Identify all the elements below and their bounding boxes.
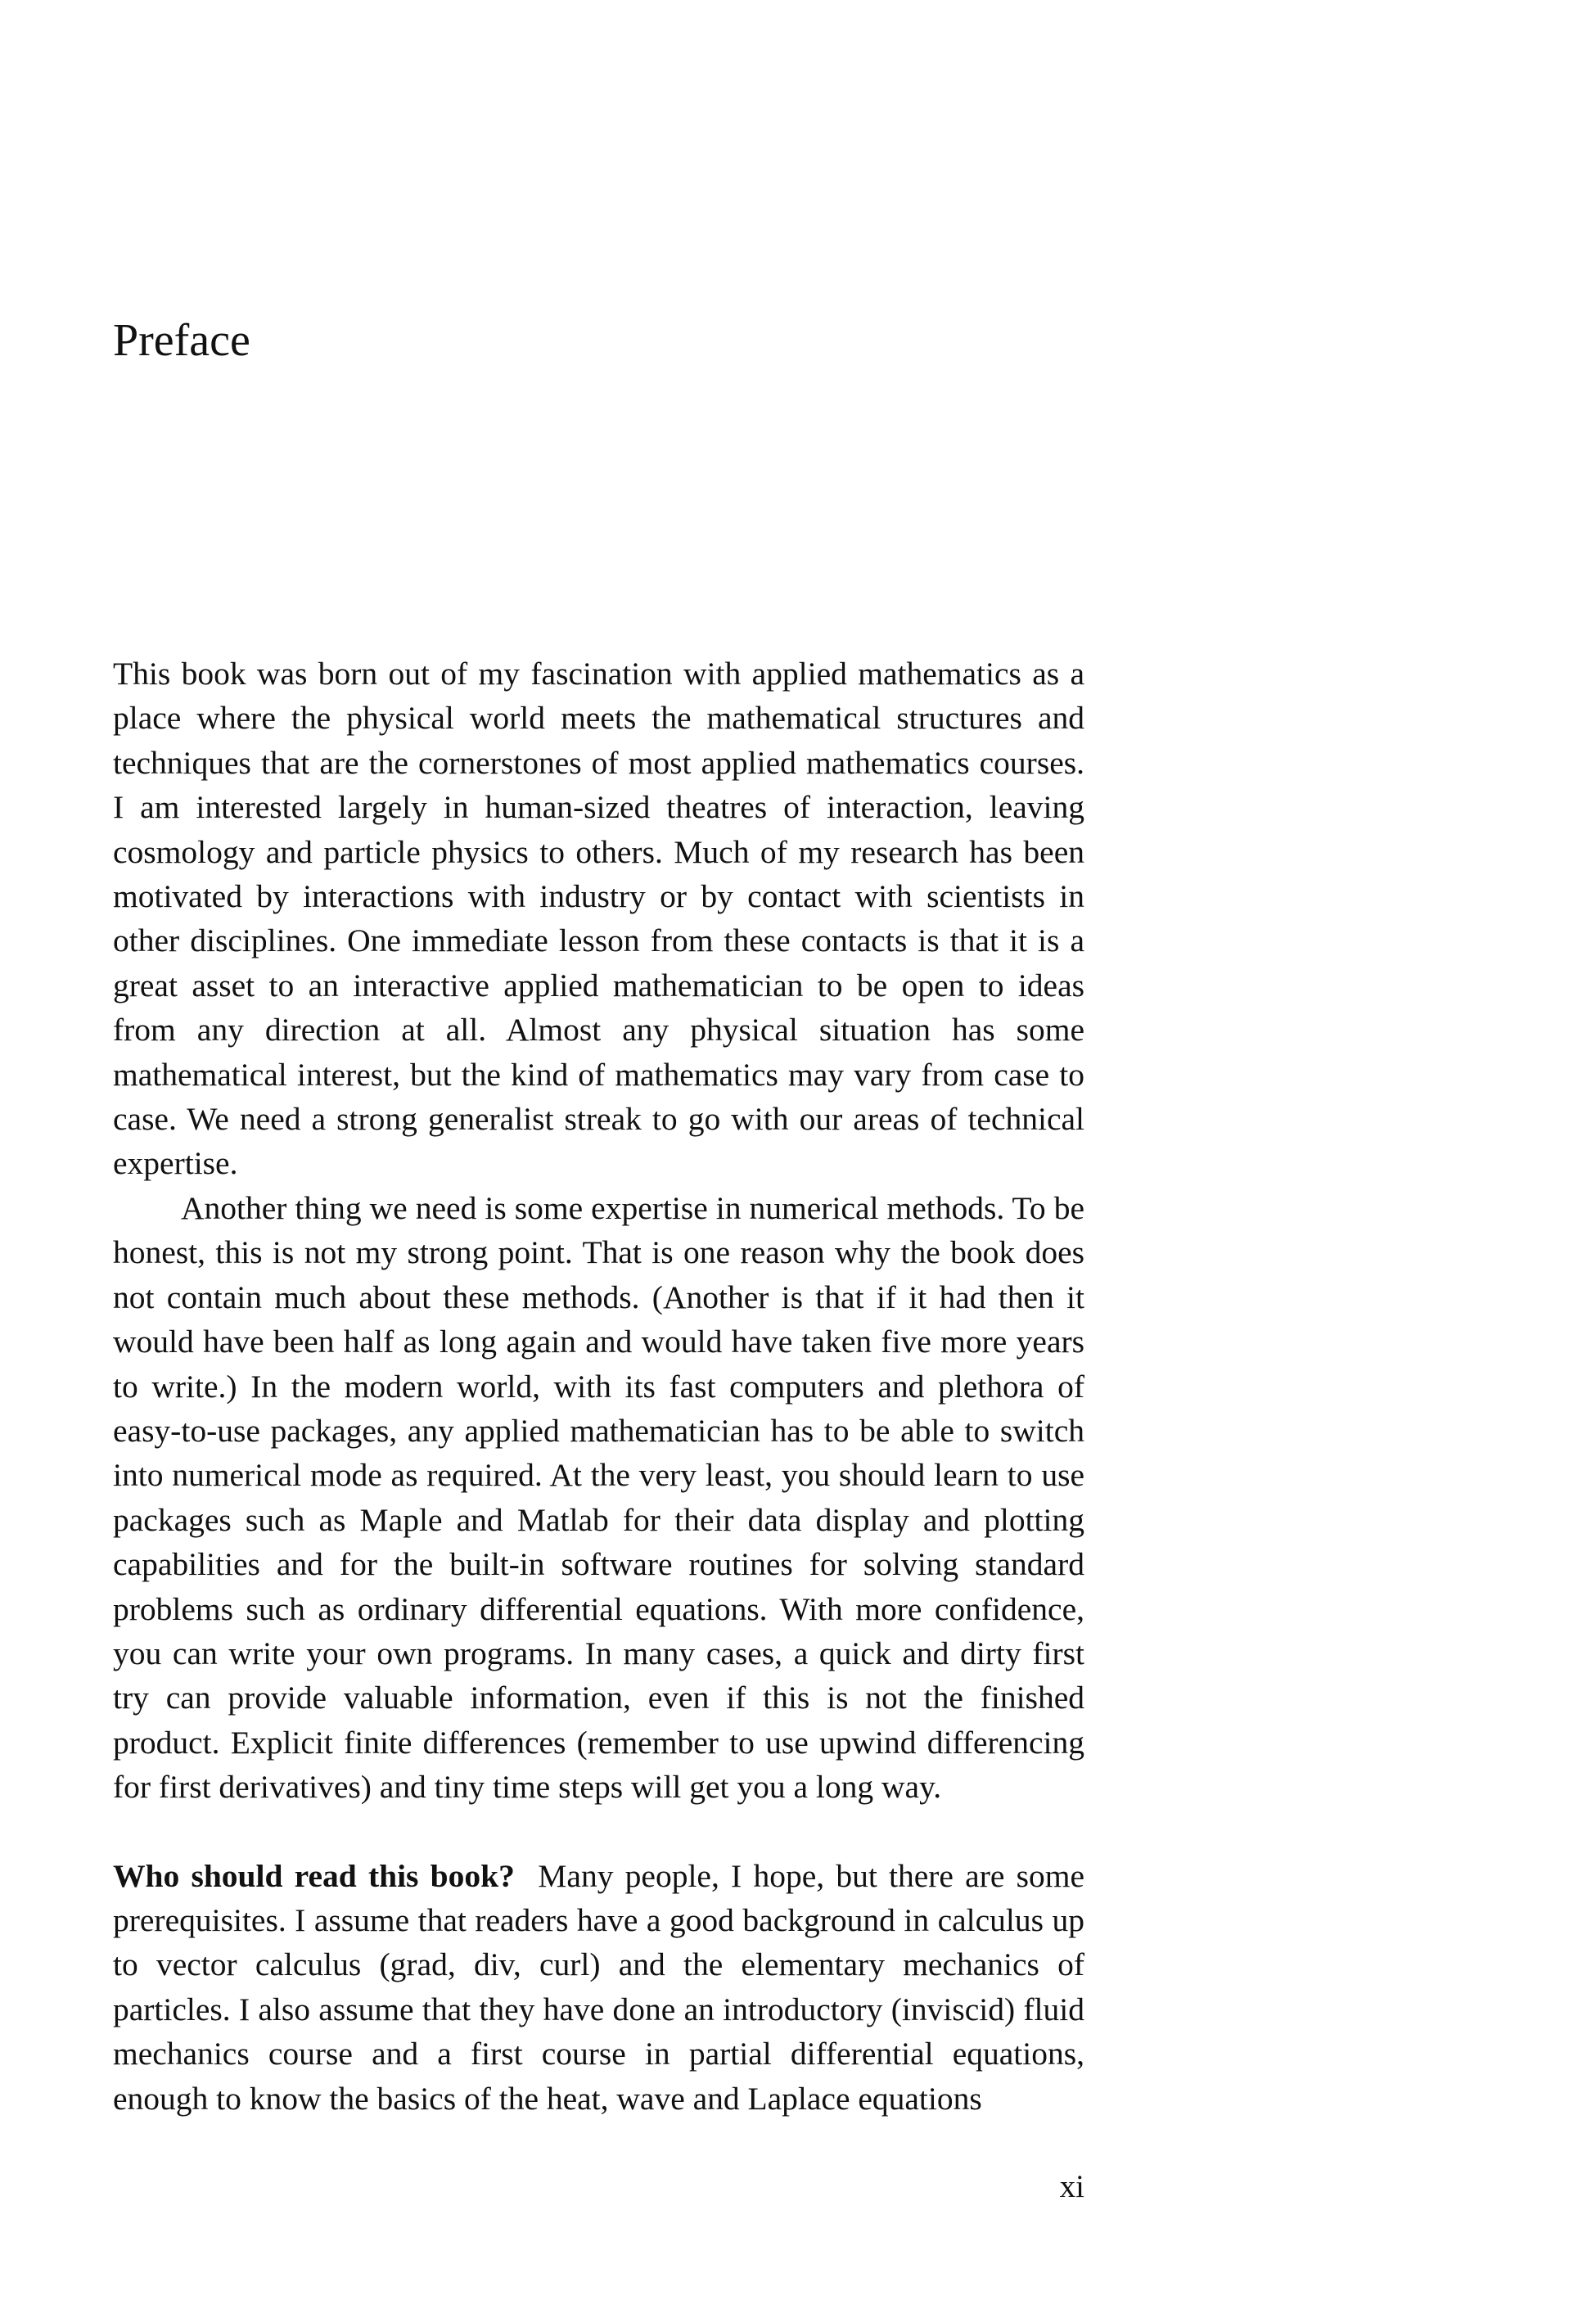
section-text: Many people, I hope, but there are some prerequisites. I assume that readers have a good background in calculus up to vector calculus (grad, div, curl) and the elementary mechanics of particles. I also assume that they have done an introductory (inviscid) fluid mechanics course and a first course in partial differential equations, enough to know the basics of the heat, wave and Laplace equations [113,1857,1085,2117]
body-text [113,652,1084,2121]
paragraph-intro: This book was born out of my fascination with applied mathematics as a place where the physical world meets the mathematical structures and techniques that are the cornerstones of most applied mathematics courses. I am interested largely in human-sized theatres of interaction, leaving cosmology and particle physics to others. Much of my research has been motivated by interactions with industry or by contact with scientists in other disciplines. One immediate lesson from these contacts is that it is a great asset to an interactive applied mathematician to be open to ideas from any direction at all. Almost any physical situation has some mathematical interest, but the kind of mathematics may vary from case to case. We need a strong generalist streak to go with our areas of technical expertise. [113,656,1084,1182]
chapter-title: Preface [113,315,250,366]
section-who-should-read [113,1854,1084,2121]
paragraph-numerical-methods: Another thing we need is some expertise in numerical methods. To be honest, this is not my strong point. That is one reason why the book does not contain much about these methods. (Another is that if it had then it would have been half as long again and would have taken five more years to write.) In the modern world, with its fast computers and plethora of easy-to-use packages, any applied mathematician has to be able to switch into numerical mode as required. At the very least, you should learn to use packages such as Maple and Matlab for their data display and plotting capabilities and for the built-in software routines for solving standard problems such as ordinary differential equations. With more confidence, you can write your own programs. In many cases, a quick and dirty first try can provide valuable information, even if this is not the finished product. Explicit finite differences (remember to use upwind differencing for first derivatives) and tiny time steps will get you a long way. [113,1189,1084,1806]
page-number: xi [1059,2169,1084,2204]
section-heading: Who should read this book? [113,1857,515,1894]
